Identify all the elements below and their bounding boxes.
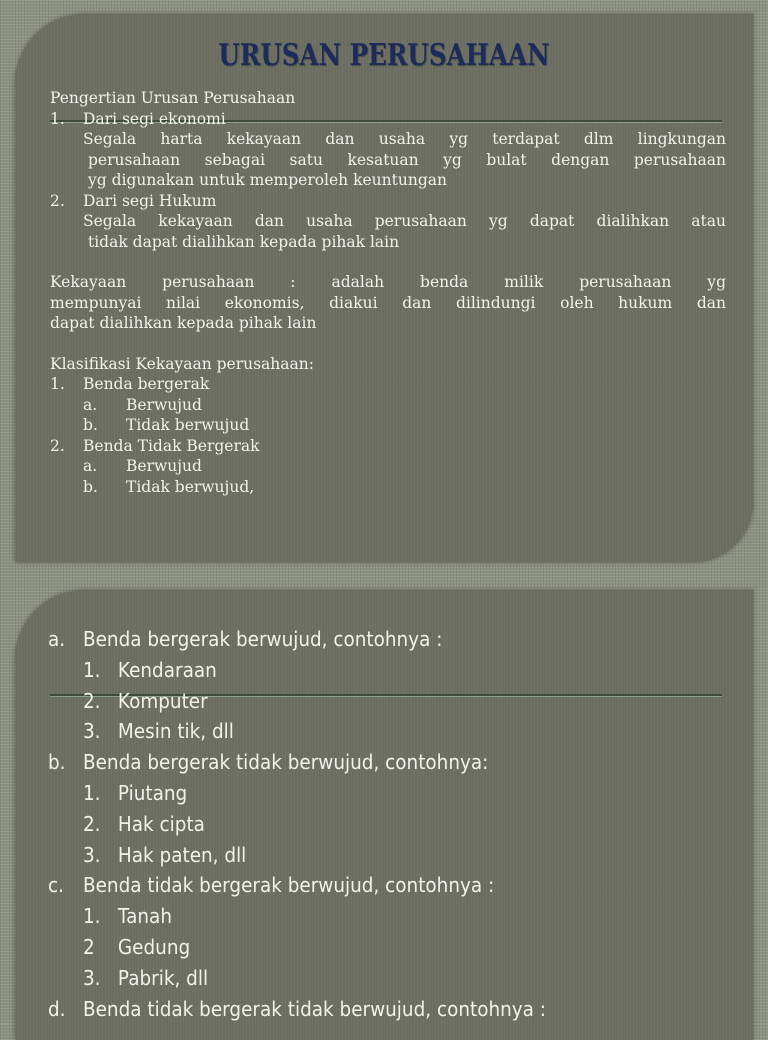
text-line: mempunyai nilai ekonomis, diakui dan dilindungi oleh hukum dan (50, 293, 726, 312)
sub-item: b. Tidak berwujud, (83, 477, 255, 496)
list-item: 1. Dari segi ekonomi (50, 109, 226, 128)
text-line: Segala harta kekayaan dan usaha yg terdapat dlm lingkungan (83, 130, 726, 148)
text-line: perusahaan sebagai satu kesatuan yg bulat dengan perusahaan (88, 150, 726, 169)
text-line: Kekayaan perusahaan : adalah benda milik perusahaan yg (50, 273, 726, 291)
sub-item: a. Berwujud (83, 395, 202, 414)
text-line: yg digunakan untuk memperoleh keuntungan (88, 171, 447, 189)
example-group-heading: d. Benda tidak bergerak tidak berwujud, contohnya : (48, 996, 547, 1021)
slide-2-body (48, 624, 546, 1024)
heading: Pengertian Urusan Perusahaan (50, 89, 296, 107)
example-item: 1. Tanah (82, 904, 172, 929)
example-item: 3. Hak paten, dll (82, 842, 247, 867)
slide-title: URUSAN PERUSAHAAN (218, 38, 550, 73)
example-item: 1. Piutang (82, 780, 188, 805)
example-group-heading: b. Benda bergerak tidak berwujud, contohnya: (48, 750, 489, 775)
heading: Klasifikasi Kekayaan perusahaan: (50, 354, 314, 373)
example-item: 2 Gedung (82, 934, 191, 959)
example-group-heading: a. Benda bergerak berwujud, contohnya : (48, 627, 443, 651)
slide-2 (15, 590, 753, 1040)
text-line: Segala kekayaan dan usaha perusahaan yg dapat dialihkan atau (83, 212, 726, 230)
list-item: 1. Benda bergerak (50, 375, 210, 393)
example-item: 1. Kendaraan (82, 657, 217, 682)
slide-1-body (50, 88, 726, 497)
example-item: 3. Pabrik, dll (82, 965, 209, 990)
example-item: 2. Komputer (82, 688, 208, 713)
sub-item: b. Tidak berwujud (83, 416, 250, 434)
text-line: tidak dapat dialihkan kepada pihak lain (88, 232, 400, 251)
text-line: dapat dialihkan kepada pihak lain (50, 314, 317, 332)
slide-1 (15, 14, 753, 562)
list-item: 2. Benda Tidak Bergerak (50, 436, 260, 455)
list-item: 2. Dari segi Hukum (50, 191, 217, 210)
example-group-heading: c. Benda tidak bergerak berwujud, contohnya : (48, 873, 495, 898)
example-item: 3. Mesin tik, dll (82, 719, 234, 744)
example-item: 2. Hak cipta (82, 811, 205, 836)
sub-item: a. Berwujud (83, 457, 202, 475)
